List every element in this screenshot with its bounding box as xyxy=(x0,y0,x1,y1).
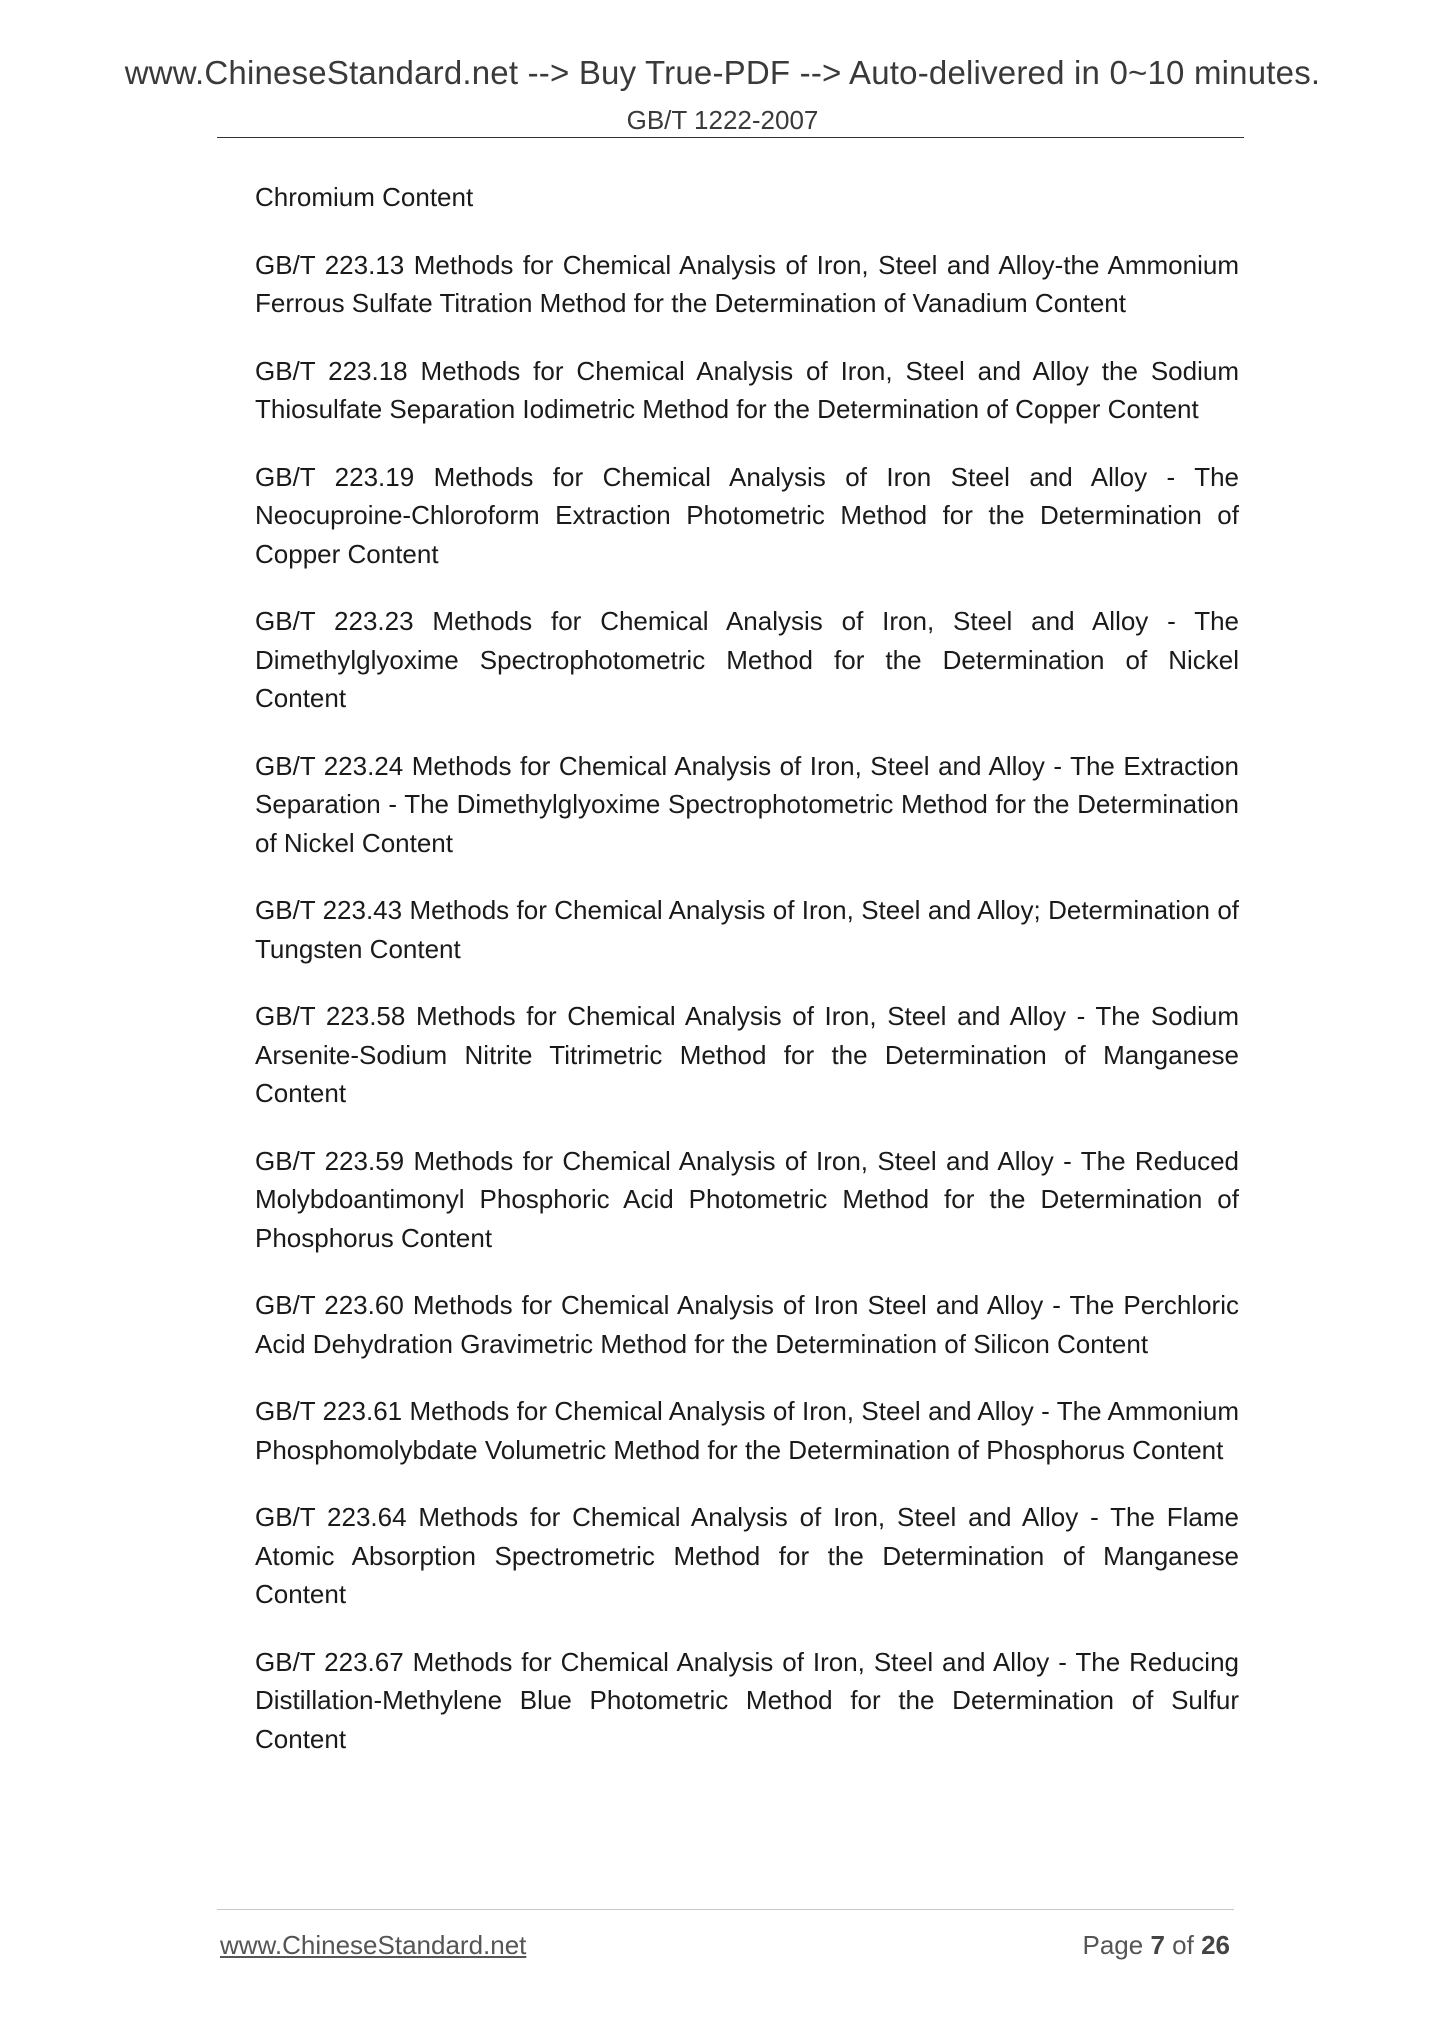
reference-gbt-223-60: GB/T 223.60 Methods for Chemical Analysis of Iron Steel and Alloy - The Perchloric Acid Dehydration Gravimetric Method for the Determination of Silicon Content xyxy=(255,1290,1239,1359)
footer-divider xyxy=(217,1909,1234,1910)
header-divider xyxy=(217,137,1244,138)
reference-gbt-223-61: GB/T 223.61 Methods for Chemical Analysis of Iron, Steel and Alloy - The Ammonium Phosphomolybdate Volumetric Method for the Determination of Phosphorus Content xyxy=(255,1396,1239,1465)
page-current: 7 xyxy=(1150,1930,1165,1960)
header-banner: www.ChineseStandard.net --> Buy True-PDF --> Auto-delivered in 0~10 minutes. xyxy=(124,54,1321,91)
footer-website-link[interactable]: www.ChineseStandard.net xyxy=(220,1930,527,1960)
paragraph-chromium-content: Chromium Content xyxy=(255,182,474,212)
page-number xyxy=(1082,1932,1230,1958)
page-separator: of xyxy=(1172,1930,1194,1960)
reference-gbt-223-64: GB/T 223.64 Methods for Chemical Analysis of Iron, Steel and Alloy - The Flame Atomic Absorption Spectrometric Method for the Determination of Manganese Content xyxy=(255,1502,1239,1609)
document-body xyxy=(255,178,1239,1787)
reference-gbt-223-24: GB/T 223.24 Methods for Chemical Analysis of Iron, Steel and Alloy - The Extraction Separation - The Dimethylglyoxime Spectrophotometric Method for the Determination of Nickel Content xyxy=(255,750,1239,858)
reference-gbt-223-13: GB/T 223.13 Methods for Chemical Analysis of Iron, Steel and Alloy-the Ammonium Ferrous Sulfate Titration Method for the Determination of Vanadium Content xyxy=(255,249,1239,318)
page-total: 26 xyxy=(1201,1930,1230,1960)
reference-gbt-223-59: GB/T 223.59 Methods for Chemical Analysis of Iron, Steel and Alloy - The Reduced Molybdoantimonyl Phosphoric Acid Photometric Method for the Determination of Phosphorus Content xyxy=(255,1145,1239,1253)
reference-gbt-223-58: GB/T 223.58 Methods for Chemical Analysis of Iron, Steel and Alloy - The Sodium Arsenite-Sodium Nitrite Titrimetric Method for the Determination of Manganese Content xyxy=(255,1001,1239,1108)
reference-gbt-223-18: GB/T 223.18 Methods for Chemical Analysis of Iron, Steel and Alloy the Sodium Thiosulfate Separation Iodimetric Method for the Determination of Copper Content xyxy=(255,355,1239,424)
reference-gbt-223-19: GB/T 223.19 Methods for Chemical Analysis of Iron Steel and Alloy - The Neocuproine-Chloroform Extraction Photometric Method for the Determination of Copper Content xyxy=(255,461,1239,569)
reference-gbt-223-23: GB/T 223.23 Methods for Chemical Analysis of Iron, Steel and Alloy - The Dimethylglyoxime Spectrophotometric Method for the Determination of Nickel Content xyxy=(255,606,1239,713)
reference-gbt-223-43: GB/T 223.43 Methods for Chemical Analysis of Iron, Steel and Alloy; Determination of Tungsten Content xyxy=(255,895,1239,964)
standard-code: GB/T 1222-2007 xyxy=(626,105,819,135)
page-prefix: Page xyxy=(1082,1930,1144,1960)
reference-gbt-223-67: GB/T 223.67 Methods for Chemical Analysis of Iron, Steel and Alloy - The Reducing Distillation-Methylene Blue Photometric Method for the Determination of Sulfur Content xyxy=(255,1646,1239,1754)
